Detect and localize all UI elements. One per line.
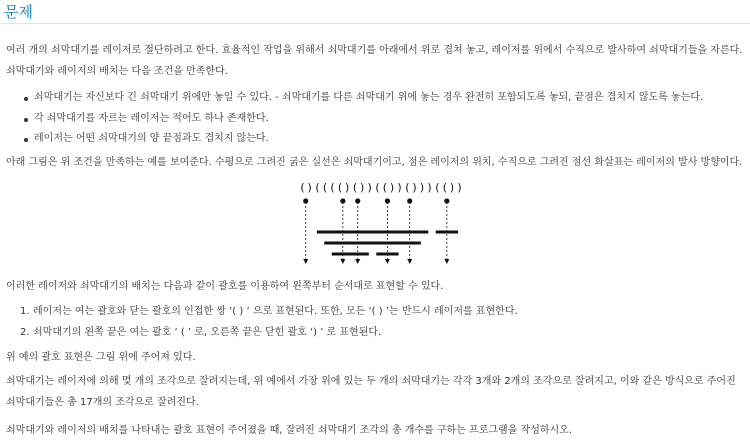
example-note: 위 예의 괄호 표현은 그림 위에 주어져 있다. — [6, 352, 196, 363]
condition-item: 쇠막대기는 자신보다 긴 쇠막대기 위에만 놓일 수 있다. - 쇠막대기를 다른 쇠막대기 위에 놓는 경우 완전히 포함되도록 놓되, 끝점은 겹치지 않도록 놓는다. — [34, 92, 704, 103]
laser-arrowhead — [407, 259, 412, 264]
figure-caption: 아래 그림은 위 조건을 만족하는 예를 보여준다. 수평으로 그려진 굵은 실선은 쇠막대기이고, 점은 레이저의 위치, 수직으로 그려진 점선 화살표는 레이저의 발사 방향이다. — [6, 157, 743, 168]
bullet-dot — [24, 138, 28, 142]
problem-title: 문제 — [4, 3, 33, 21]
pieces-paragraph: 쇠막대기는 레이저에 의해 몇 개의 조각으로 잘려지는데, 위 예에서 가장 위에 있는 두 개의 쇠막대기는 각각 3개와 2개의 조각으로 잘려지고, 이와 같은 방식으로 주어진 쇠막대기들은 총 17개의 조각으로 잘려진다. — [6, 376, 736, 408]
rule-number: 2. — [20, 327, 30, 338]
laser-arrowhead — [385, 259, 390, 264]
laser-arrowhead — [355, 259, 360, 264]
laser-arrowhead — [303, 259, 308, 264]
laser-dot — [407, 198, 412, 203]
laser-dot — [385, 198, 390, 203]
task-statement: 쇠막대기와 레이저의 배치를 나타내는 괄호 표현이 주어졌을 때, 잘려진 쇠막대기 조각의 총 개수를 구하는 프로그램을 작성하시오. — [6, 425, 573, 436]
laser-arrowhead — [340, 259, 345, 264]
paren-expression: ()(((()())(())()))(()) — [299, 181, 463, 194]
representation-intro: 이러한 레이저와 쇠막대기의 배치는 다음과 같이 괄호를 이용하여 왼쪽부터 순서대로 표현할 수 있다. — [6, 281, 444, 292]
laser-dot — [355, 198, 360, 203]
bullet-dot — [24, 118, 28, 122]
laser-rod-figure — [290, 178, 470, 268]
laser-dot — [340, 198, 345, 203]
laser-dot — [303, 198, 308, 203]
condition-item: 레이저는 어떤 쇠막대기의 양 끝점과도 겹치지 않는다. — [34, 133, 269, 144]
condition-item: 각 쇠막대기를 자르는 레이저는 적어도 하나 존재한다. — [34, 113, 269, 124]
title-divider — [0, 23, 750, 24]
laser-dot — [444, 198, 449, 203]
rule-item: 쇠막대기의 왼쪽 끝은 여는 괄호 ‘ ( ’ 로, 오른쪽 끝은 닫힌 괄호 ‘) ’ 로 표현된다. — [33, 327, 382, 338]
laser-arrowhead — [444, 259, 449, 264]
bullet-dot — [24, 97, 28, 101]
intro-paragraph: 여러 개의 쇠막대기를 레이저로 절단하려고 한다. 효율적인 작업을 위해서 쇠막대기를 아래에서 위로 겹쳐 놓고, 레이저를 위에서 수직으로 발사하여 쇠막대기들을 자른다. 쇠막대기와 레이저의 배치는 다음 조건을 만족한다. — [6, 45, 743, 77]
rule-number: 1. — [20, 306, 30, 317]
rule-item: 레이저는 여는 괄호와 닫는 괄호의 인접한 쌍 ‘( ) ’ 으로 표현된다. 또한, 모든 ‘( ) ’는 반드시 레이저를 표현한다. — [33, 306, 518, 317]
